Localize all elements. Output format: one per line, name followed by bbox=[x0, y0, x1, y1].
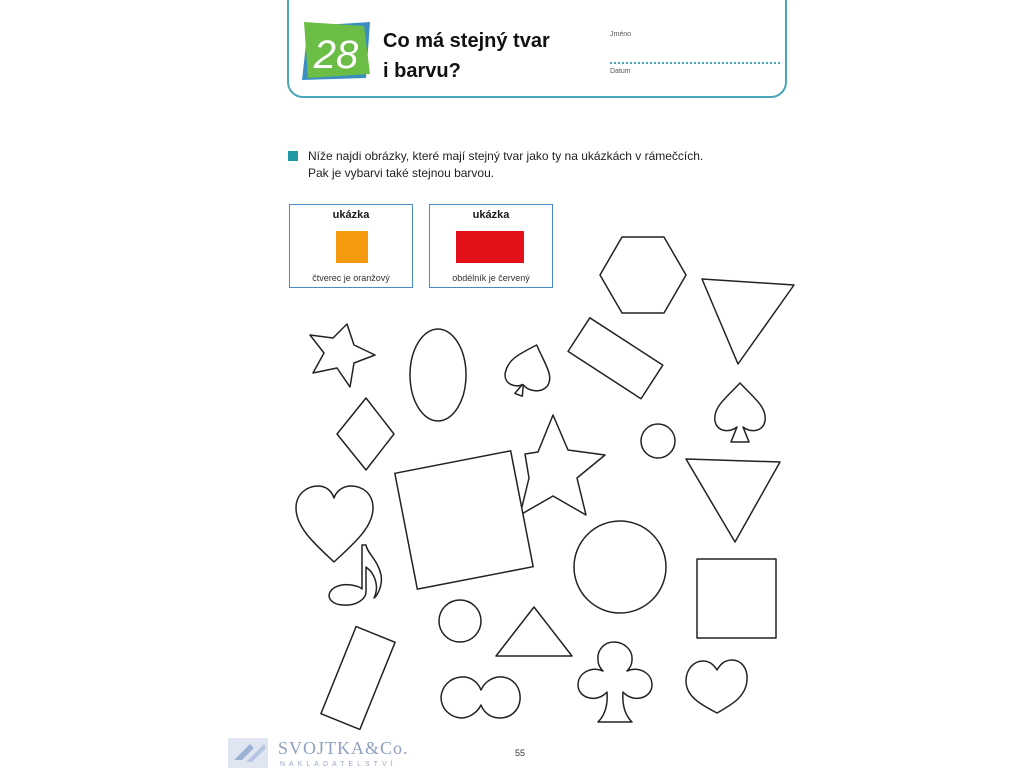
double-circle-shape[interactable] bbox=[441, 677, 520, 718]
triangle-down-shape[interactable] bbox=[702, 279, 794, 364]
triangle-down-shape[interactable] bbox=[686, 459, 780, 542]
instruction-line-2: Pak je vybarvi také stejnou barvou. bbox=[308, 166, 495, 180]
ellipse-shape[interactable] bbox=[410, 329, 466, 421]
heart-shape[interactable] bbox=[686, 660, 747, 713]
circle-shape[interactable] bbox=[641, 424, 675, 458]
date-label: Datum bbox=[610, 68, 631, 75]
instruction-line-1: Níže najdi obrázky, které mají stejný tvar jako ty na ukázkách v rámečcích. bbox=[308, 149, 704, 163]
circle-shape[interactable] bbox=[439, 600, 481, 642]
club-shape[interactable] bbox=[578, 642, 652, 722]
title-line-2: i barvu? bbox=[383, 60, 461, 82]
sample-caption: obdélník je červený bbox=[452, 273, 530, 283]
diamond-shape[interactable] bbox=[337, 398, 394, 470]
square-shape[interactable] bbox=[395, 451, 533, 589]
worksheet-number: 28 bbox=[313, 33, 359, 77]
name-label: Jméno bbox=[610, 31, 632, 38]
circle-shape[interactable] bbox=[574, 521, 666, 613]
page-number: 55 bbox=[514, 748, 525, 758]
publisher-subtitle: NAKLADATELSTVÍ bbox=[280, 761, 397, 768]
spade-shape[interactable] bbox=[499, 338, 559, 403]
publisher-name: SVOJTKA&Co. bbox=[278, 738, 409, 758]
hexagon-shape[interactable] bbox=[600, 237, 686, 313]
star-shape[interactable] bbox=[310, 324, 375, 387]
publisher-logo bbox=[228, 730, 428, 768]
square-shape[interactable] bbox=[697, 559, 776, 638]
rectangle-shape[interactable] bbox=[568, 318, 663, 399]
spade-shape[interactable] bbox=[715, 383, 765, 442]
rectangle-shape[interactable] bbox=[321, 627, 395, 730]
star-shape[interactable] bbox=[520, 415, 605, 515]
sample-title: ukázka bbox=[472, 209, 510, 221]
sample-caption: čtverec je oranžový bbox=[312, 273, 390, 283]
triangle-up-shape[interactable] bbox=[496, 607, 572, 656]
title-line-1: Co má stejný tvar bbox=[383, 30, 550, 52]
sample-title: ukázka bbox=[332, 209, 370, 221]
